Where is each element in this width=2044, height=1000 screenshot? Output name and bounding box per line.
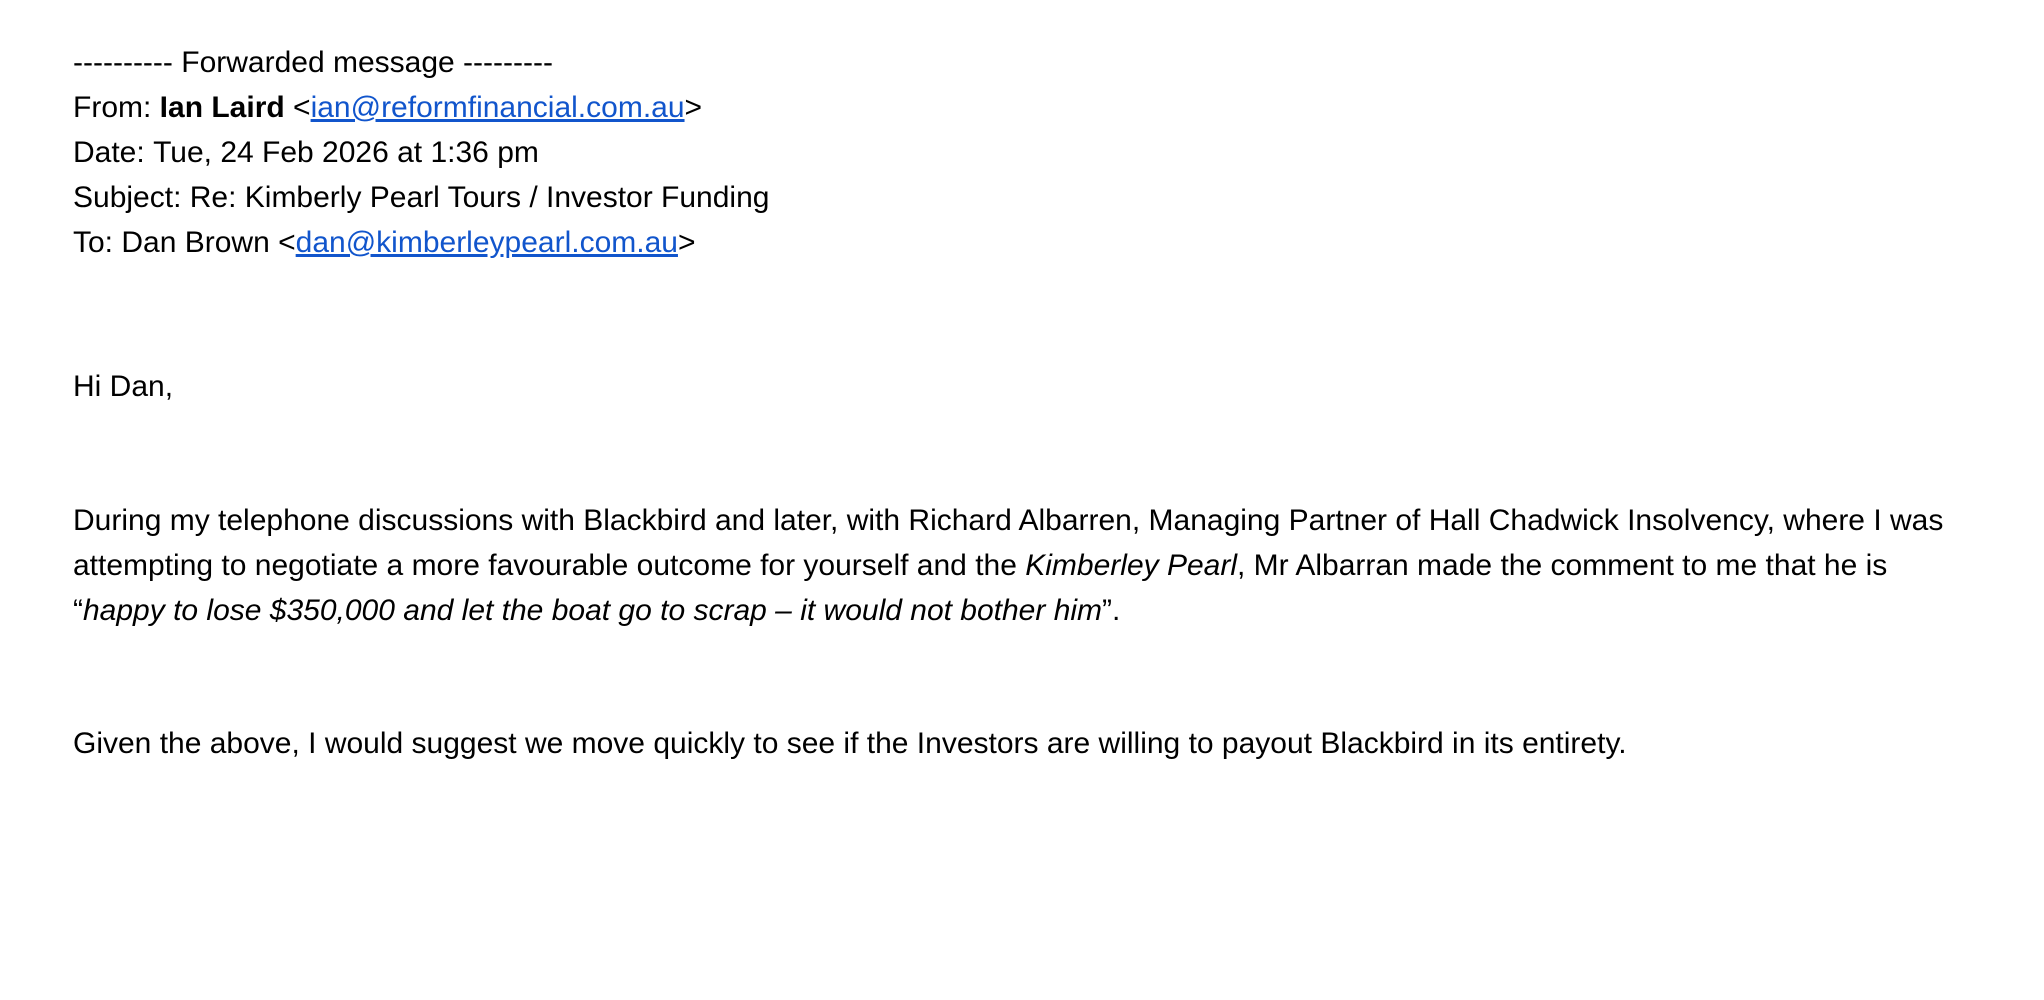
paragraph-one-italic-quote: happy to lose $350,000 and let the boat go to scrap – it would not bother him <box>83 594 1103 627</box>
angle-open-from: < <box>293 91 311 124</box>
paragraph-one-part-3: ”. <box>1102 594 1121 627</box>
subject-label: Subject: <box>73 181 182 214</box>
date-line <box>73 130 1974 175</box>
paragraph-one <box>73 498 1974 633</box>
from-name: Ian Laird <box>159 91 285 124</box>
spacer-after-greeting <box>73 406 1974 498</box>
paragraph-one-italic-boat-name: Kimberley Pearl <box>1025 549 1237 582</box>
subject-line <box>73 175 1974 220</box>
from-email-link[interactable]: ian@reformfinancial.com.au <box>310 91 685 124</box>
greeting-line: Hi Dan, <box>73 370 174 403</box>
to-email-link[interactable]: dan@kimberleypearl.com.au <box>295 226 678 259</box>
paragraph-one-part-1: During my telephone discussions with Blackbird and later, with Richard Albarren, Managing Partner of Hall Chadwick Insolvency, where I was attempting to negotiate a more favourable outcome for yourself and the <box>73 504 1944 582</box>
from-line <box>73 85 1974 130</box>
paragraph-two: Given the above, I would suggest we move quickly to see if the Investors are willing to payout Blackbird in its entirety. <box>73 727 1627 760</box>
forwarded-message-header <box>73 40 1974 265</box>
subject-value: Re: Kimberly Pearl Tours / Investor Funding <box>189 181 770 214</box>
angle-open-to: < <box>278 226 296 259</box>
date-value: Tue, 24 Feb 2026 at 1:36 pm <box>153 136 539 169</box>
paragraph-one-part-2: , Mr Albarran made the comment to me that he is “ <box>73 549 1888 627</box>
from-label: From: <box>73 91 152 124</box>
spacer-between-paragraphs <box>73 633 1974 721</box>
forwarded-divider: ---------- Forwarded message --------- <box>73 46 553 79</box>
spacer-after-header <box>73 265 1974 368</box>
angle-close-from: > <box>684 91 703 124</box>
to-line <box>73 220 1974 265</box>
angle-close-to: > <box>677 226 696 259</box>
to-label: To: <box>73 226 114 259</box>
date-label: Date: <box>73 136 145 169</box>
to-name: Dan Brown <box>121 226 270 259</box>
